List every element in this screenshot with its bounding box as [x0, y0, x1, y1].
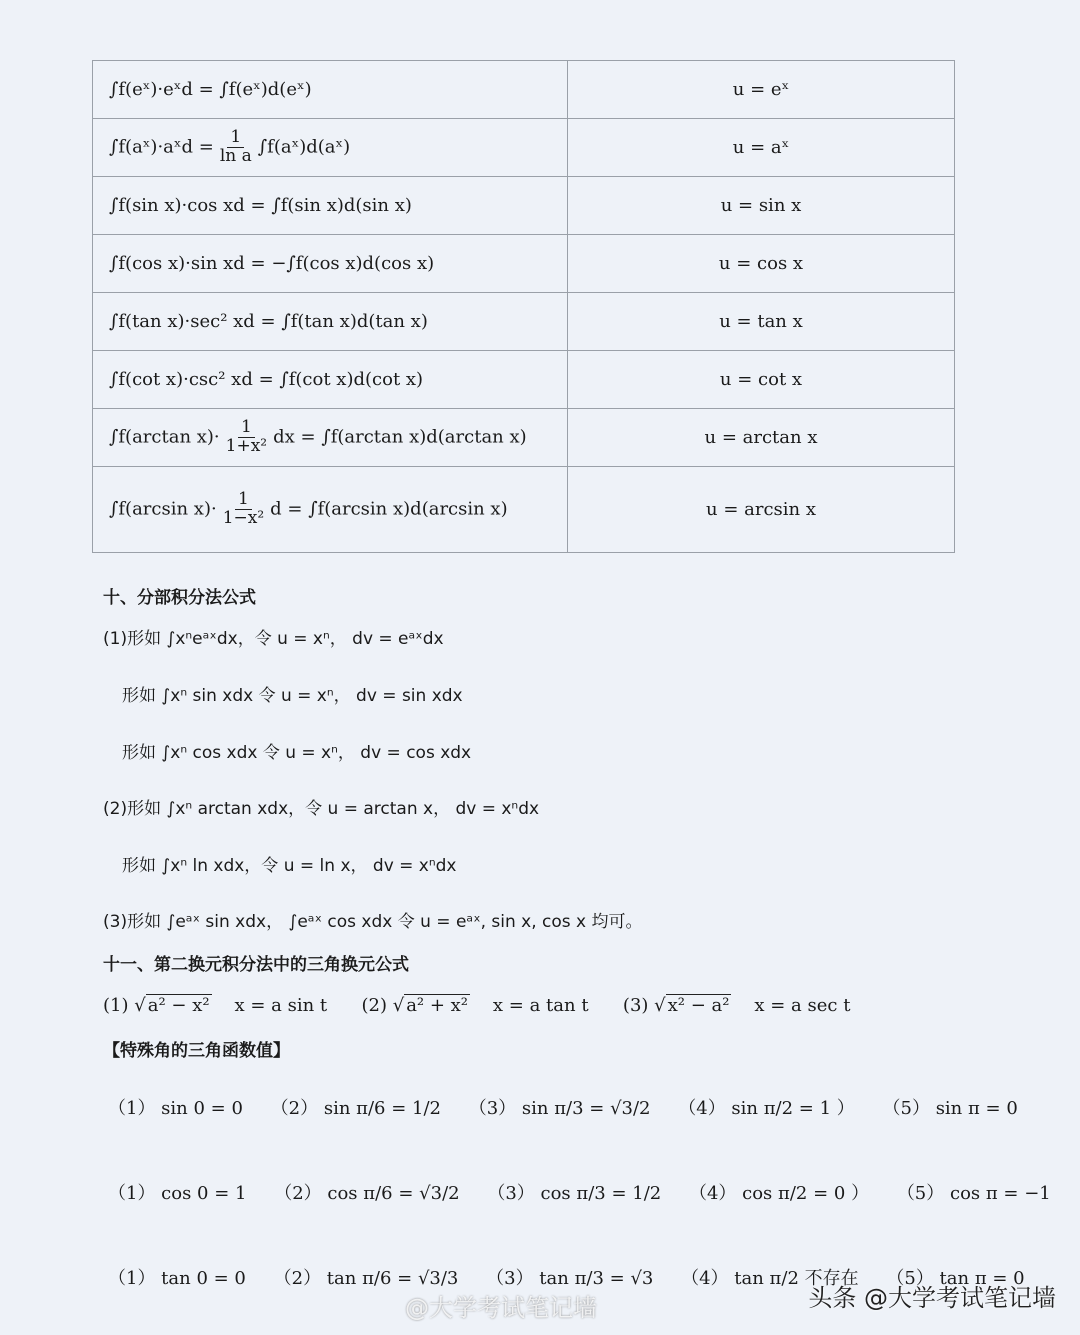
substitution-value: u = arctan x — [704, 427, 818, 448]
fraction-denominator: ln a — [219, 146, 252, 166]
fraction-numerator: 1 — [238, 419, 255, 438]
integral-formula-pre: ∫f(arcsin x)· — [109, 498, 217, 520]
tan-value: （4） tan π/2 不存在 — [681, 1268, 859, 1289]
substitution-cell — [568, 409, 955, 467]
integral-formula: ∫f(sin x)·cos xd = ∫f(sin x)d(sin x) — [109, 195, 412, 216]
substitution-value: u = arcsin x — [706, 499, 816, 520]
cos-value: （5） cos π = −1 — [896, 1183, 1051, 1204]
section-11-title: 十一、第二换元积分法中的三角换元公式 — [103, 955, 409, 975]
sin-value: （1） sin 0 = 0 — [108, 1098, 243, 1119]
sin-value: （2） sin π/6 = 1/2 — [270, 1098, 441, 1119]
trig-substitutions — [103, 995, 850, 1016]
trig-sub-2: (2) √ a² + x² x = a tan t — [361, 995, 589, 1016]
integral-formula: ∫f(cos x)·sin xd = −∫f(cos x)d(cos x) — [109, 253, 435, 274]
substitution-value: u = cot x — [719, 369, 803, 390]
cos-values-row — [108, 1179, 1073, 1205]
table-row — [93, 119, 955, 177]
fraction — [220, 491, 267, 528]
substitution-cell — [568, 467, 955, 553]
substitution-cell — [568, 235, 955, 293]
tan-value: （3） tan π/3 = √3 — [486, 1268, 654, 1289]
parts-formula-2: 形如 ∫xⁿ sin xdx 令 u = xⁿ， dv = sin xdx — [122, 686, 463, 706]
substitution-value: u = aˣ — [732, 137, 790, 158]
parts-formula-3: 形如 ∫xⁿ cos xdx 令 u = xⁿ， dv = cos xdx — [122, 743, 472, 763]
sin-value: （4） sin π/2 = 1 ） — [678, 1098, 855, 1119]
trig-sub-3: (3) √ x² − a² x = a sec t — [622, 995, 851, 1016]
integral-formula-pre: ∫f(aˣ)·aˣd = — [109, 136, 214, 158]
substitution-value: u = cos x — [718, 253, 804, 274]
integral-formula-cell — [93, 235, 568, 293]
table-row — [93, 467, 955, 553]
watermark-toutiao: 头条 @大学考试笔记墙 — [808, 1284, 1056, 1312]
tan-value: （5） tan π = 0 — [886, 1268, 1025, 1289]
special-angles-title: 【特殊角的三角函数值】 — [103, 1041, 290, 1061]
fraction — [223, 419, 270, 456]
parts-formula-5: 形如 ∫xⁿ ln xdx，令 u = ln x， dv = xⁿdx — [122, 856, 457, 876]
integral-formula-pre: ∫f(arctan x)· — [109, 426, 220, 448]
cos-value: （1） cos 0 = 1 — [108, 1183, 247, 1204]
substitution-table — [92, 60, 955, 553]
parts-formula-4: (2)形如 ∫xⁿ arctan xdx，令 u = arctan x， dv = xⁿdx — [103, 799, 540, 819]
fraction-numerator: 1 — [227, 129, 244, 148]
table-row — [93, 177, 955, 235]
fraction-denominator: 1+x² — [225, 436, 268, 456]
integral-formula: ∫f(cot x)·csc² xd = ∫f(cot x)d(cot x) — [109, 369, 424, 390]
substitution-value: u = sin x — [720, 195, 802, 216]
integral-formula-cell — [93, 409, 568, 467]
table-row — [93, 293, 955, 351]
integral-formula-post: d = ∫f(arcsin x)d(arcsin x) — [270, 498, 508, 520]
substitution-cell — [568, 293, 955, 351]
parts-formula-1: (1)形如 ∫xⁿeᵃˣdx，令 u = xⁿ， dv = eᵃˣdx — [103, 629, 444, 649]
table-row — [93, 409, 955, 467]
table-row — [93, 235, 955, 293]
integral-formula-cell — [93, 467, 568, 553]
integral-formula-cell — [93, 61, 568, 119]
cos-value: （2） cos π/6 = √3/2 — [274, 1183, 460, 1204]
table-row — [93, 351, 955, 409]
integral-formula-post: dx = ∫f(arctan x)d(arctan x) — [273, 426, 527, 448]
section-10-title: 十、分部积分法公式 — [103, 588, 256, 608]
fraction-denominator: 1−x² — [222, 508, 265, 528]
integral-formula-cell — [93, 293, 568, 351]
watermark-weibo: @大学考试笔记墙 — [405, 1294, 597, 1322]
substitution-value: u = tan x — [719, 311, 803, 332]
substitution-cell — [568, 119, 955, 177]
substitution-cell — [568, 61, 955, 119]
integral-formula-cell — [93, 351, 568, 409]
tan-value: （2） tan π/6 = √3/3 — [273, 1268, 459, 1289]
substitution-value: u = eˣ — [732, 79, 790, 100]
fraction — [217, 129, 255, 166]
integral-formula-cell — [93, 119, 568, 177]
fraction-numerator: 1 — [235, 491, 252, 510]
substitution-cell — [568, 177, 955, 235]
cos-value: （4） cos π/2 = 0 ） — [688, 1183, 870, 1204]
substitution-cell — [568, 351, 955, 409]
integral-formula-post: ∫f(aˣ)d(aˣ) — [257, 136, 351, 158]
cos-value: （3） cos π/3 = 1/2 — [487, 1183, 662, 1204]
integral-formula: ∫f(eˣ)·eˣd = ∫f(eˣ)d(eˣ) — [109, 79, 312, 100]
table-row — [93, 61, 955, 119]
parts-formula-6: (3)形如 ∫eᵃˣ sin xdx， ∫eᵃˣ cos xdx 令 u = eᵃˣ, sin x, cos x 均可。 — [103, 912, 643, 932]
sin-value: （3） sin π/3 = √3/2 — [468, 1098, 651, 1119]
trig-sub-1: (1) √ a² − x² x = a sin t — [103, 995, 328, 1016]
integral-formula-cell — [93, 177, 568, 235]
sin-value: （5） sin π = 0 — [882, 1098, 1018, 1119]
sin-values-row — [108, 1094, 1040, 1120]
integral-formula: ∫f(tan x)·sec² xd = ∫f(tan x)d(tan x) — [109, 311, 428, 332]
tan-value: （1） tan 0 = 0 — [108, 1268, 246, 1289]
